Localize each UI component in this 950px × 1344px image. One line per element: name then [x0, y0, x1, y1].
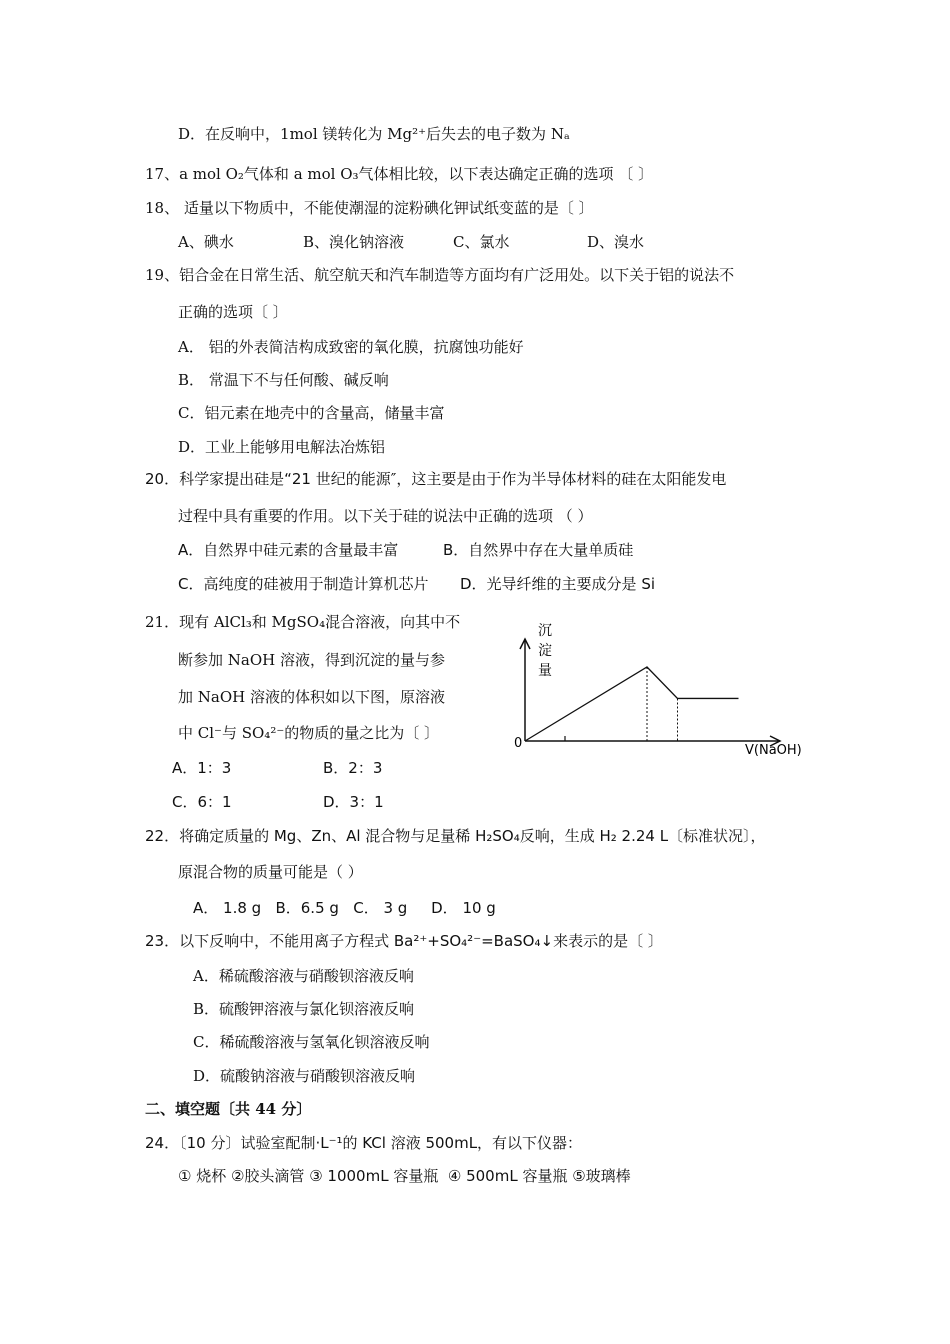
q21-option-d: D．3：1: [323, 793, 384, 811]
q16-option-d: D．在反响中，1mol 镁转化为 Mg²⁺后失去的电子数为 Nₐ: [178, 125, 570, 143]
q22-text-2: 原混合物的质量可能是（ ）: [178, 863, 363, 881]
q20-option-a: A．自然界中硅元素的含量最丰富: [178, 541, 399, 559]
q18-option-b: B、溴化钠溶液: [303, 233, 405, 251]
y-label-char-1: 沉: [538, 623, 552, 639]
q19-option-b: B． 常温下不与任何酸、碱反响: [178, 371, 389, 389]
q21-precipitate-chart: [510, 615, 810, 760]
q18-option-a: A、碘水: [178, 233, 234, 251]
q23-option-b: B．硫酸钾溶液与氯化钡溶液反响: [193, 1000, 415, 1018]
q21-option-c: C．6：1: [172, 793, 232, 811]
q19-text-1: 19、铝合金在日常生活、航空航天和汽车制造等方面均有广泛用处。以下关于铝的说法不: [145, 266, 735, 284]
q22-options: A． 1.8 g B．6.5 g C． 3 g D． 10 g: [193, 899, 496, 917]
q19-option-d: D．工业上能够用电解法冶炼铝: [178, 438, 386, 456]
q23-option-d: D．硫酸钠溶液与硝酸钡溶液反响: [193, 1067, 416, 1085]
q21-line-4: 中 Cl⁻与 SO₄²⁻的物质的量之比为〔 〕: [178, 724, 440, 742]
q22-text-1: 22．将确定质量的 Mg、Zn、Al 混合物与足量稀 H₂SO₄反响，生成 H₂ 2.24 L〔标准状况〕，: [145, 827, 766, 845]
q18-text: 18、 适量以下物质中，不能使潮湿的淀粉碘化钾试纸变蓝的是〔 〕: [145, 199, 594, 217]
q19-option-c: C．铝元素在地壳中的含量高，储量丰富: [178, 404, 445, 422]
q17-text: 17、a mol O₂气体和 a mol O₃气体相比较，以下表达确定正确的选项 〔 〕: [145, 165, 654, 183]
q20-text-2: 过程中具有重要的作用。以下关于硅的说法中正确的选项 （ ）: [178, 507, 593, 525]
q20-option-d: D．光导纤维的主要成分是 Si: [460, 575, 656, 593]
q20-option-c: C．高纯度的硅被用于制造计算机芯片: [178, 575, 429, 593]
q21-option-a: A．1：3: [172, 759, 232, 777]
q23-option-a: A．稀硫酸溶液与硝酸钡溶液反响: [193, 967, 414, 985]
section-title-fill-in: 二、填空题〔共 44 分〕: [145, 1100, 312, 1118]
q21-line-1: 21．现有 AlCl₃和 MgSO₄混合溶液，向其中不: [145, 613, 461, 631]
q21-line-3: 加 NaOH 溶液的体积如以下图，原溶液: [178, 688, 445, 706]
q23-text: 23．以下反响中，不能用离子方程式 Ba²⁺+SO₄²⁻=BaSO₄↓来表示的是〔 〕: [145, 932, 663, 950]
origin-label: 0: [514, 736, 523, 751]
q19-text-2: 正确的选项〔 〕: [178, 303, 288, 321]
q23-option-c: C．稀硫酸溶液与氢氧化钡溶液反响: [193, 1033, 430, 1051]
series-line: [525, 667, 739, 741]
q24-items: ① 烧杯 ②胶头滴管 ③ 1000mL 容量瓶 ④ 500mL 容量瓶 ⑤玻璃棒: [178, 1167, 631, 1185]
q24-text: 24．〔10 分〕试验室配制·L⁻¹的 KCl 溶液 500mL，有以下仪器：: [145, 1134, 583, 1152]
q21-line-2: 断参加 NaOH 溶液，得到沉淀的量与参: [178, 651, 445, 669]
y-label-char-2: 淀: [538, 643, 552, 659]
q20-text-1: 20．科学家提出硅是“21 世纪的能源″，这主要是由于作为半导体材料的硅在太阳能发电: [145, 470, 727, 488]
x-axis-label: V(NaOH): [745, 743, 802, 758]
q18-option-d: D、溴水: [587, 233, 645, 251]
q18-option-c: C、氯水: [453, 233, 510, 251]
q21-option-b: B．2：3: [323, 759, 383, 777]
q20-option-b: B．自然界中存在大量单质硅: [443, 541, 634, 559]
y-label-char-3: 量: [538, 663, 552, 679]
q19-option-a: A． 铝的外表简洁构成致密的氧化膜，抗腐蚀功能好: [178, 338, 524, 356]
